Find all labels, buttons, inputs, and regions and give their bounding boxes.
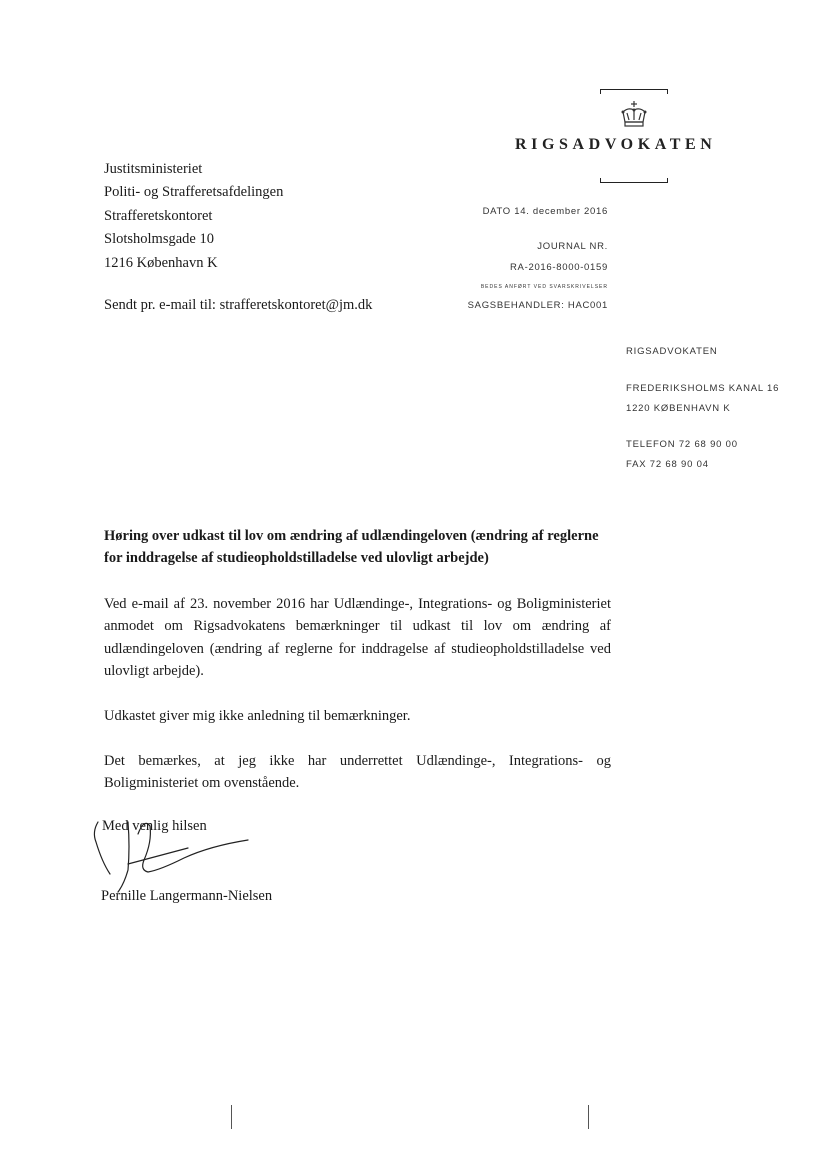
paragraph: Det bemærkes, at jeg ikke har underrettet Udlændinge-, Integrations- og Boligministeriet om ovenstående. bbox=[104, 753, 611, 792]
logo-name: RIGSADVOKATEN bbox=[515, 136, 717, 153]
date: DATO 14. december 2016 bbox=[482, 206, 608, 217]
recipient-line: Justitsministeriet bbox=[104, 161, 203, 177]
contact-city: 1220 KØBENHAVN K bbox=[626, 403, 731, 414]
recipient-line: Strafferetskontoret bbox=[104, 207, 213, 224]
case-handler: SAGSBEHANDLER: HAC001 bbox=[467, 300, 608, 311]
signer-name: Pernille Langermann-Nielsen bbox=[101, 888, 273, 904]
paragraph: Ved e-mail af 23. november 2016 har Udlændinge-, Integrations- og Boligministeriet anmodet om Rigsadvokatens bemærkninger til udkast til lov om ændring af udlændingeloven (ændring af reglerne for inddragelse af studieopholdstilladelse ved ulovligt arbejde). bbox=[104, 596, 611, 679]
greeting: Med venlig hilsen bbox=[102, 818, 207, 834]
crown-icon bbox=[618, 100, 650, 130]
contact-street: FREDERIKSHOLMS KANAL 16 bbox=[626, 383, 780, 394]
contact-phone: TELEFON 72 68 90 00 bbox=[626, 439, 738, 450]
journal-note: BEDES ANFØRT VED SVARSKRIVELSER bbox=[480, 284, 608, 290]
journal-number: RA-2016-8000-0159 bbox=[510, 262, 608, 273]
footer-mark-left bbox=[231, 1105, 232, 1129]
contact-fax: FAX 72 68 90 04 bbox=[626, 459, 709, 470]
footer-mark-right bbox=[588, 1105, 589, 1129]
logo-rule-top bbox=[600, 89, 668, 90]
contact-org: RIGSADVOKATEN bbox=[626, 346, 718, 357]
recipient-line: Slotsholmsgade 10 bbox=[104, 231, 214, 248]
logo-rule-bottom bbox=[600, 182, 668, 183]
recipient-address bbox=[104, 158, 283, 275]
journal-label: JOURNAL NR. bbox=[537, 241, 608, 252]
paragraph: Udkastet giver mig ikke anledning til bemærkninger. bbox=[104, 708, 411, 724]
recipient-line: 1216 København K bbox=[104, 254, 218, 271]
letter-heading: Høring over udkast til lov om ændring af udlændingeloven (ændring af reglerne for inddragelse af studieopholdstilladelse ved ulovligt arbejde) bbox=[104, 528, 599, 566]
sent-by-email: Sendt pr. e-mail til: strafferetskontoret@jm.dk bbox=[104, 297, 373, 313]
recipient-line: Politi- og Strafferetsafdelingen bbox=[104, 184, 284, 201]
